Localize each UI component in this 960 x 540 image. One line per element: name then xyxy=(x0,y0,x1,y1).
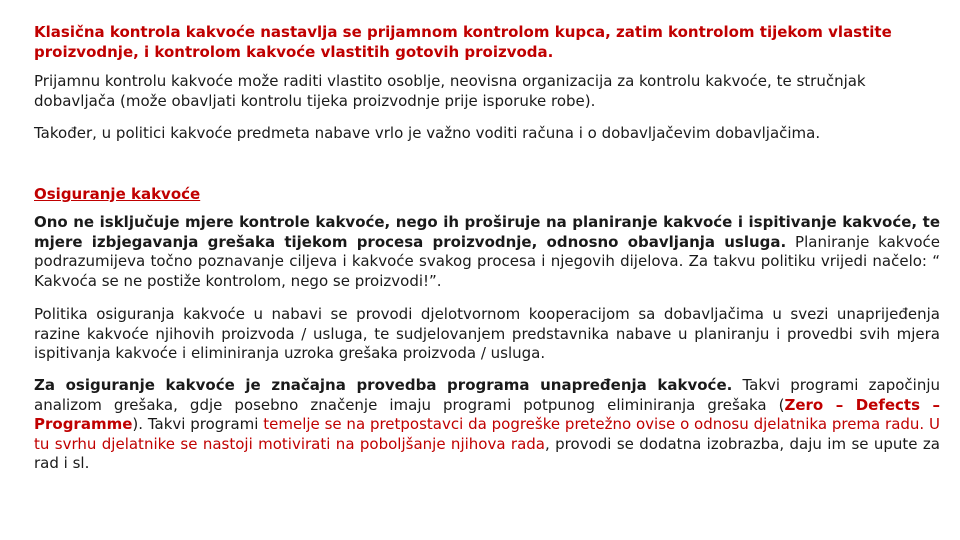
suppliers-text: Također, u politici kakvoće predmeta nabave vrlo je važno voditi računa i o dobavljačevim dobavljačima. xyxy=(34,124,821,142)
paragraph-receiving-control xyxy=(34,72,940,111)
programs-red-text: temelje se na pretpostavci da pogreške pretežno ovise o odnosu djelatnika prema radu. U tu svrhu djelatnike se nastoji motivirati na poboljšanje njihova rada xyxy=(34,415,940,453)
programs-text-2: ). Takvi programi xyxy=(132,415,264,433)
classic-control-text: Klasična kontrola kakvoće nastavlja se prijamnom kontrolom kupca, zatim kontrolom tijekom vlastite proizvodnje, i kontrolom kakvoće vlastitih gotovih proizvoda. xyxy=(34,23,892,61)
paragraph-improvement-programs xyxy=(34,376,940,474)
programs-bold-text: Za osiguranje kakvoće je značajna provedba programa unapređenja kakvoće. xyxy=(34,376,733,394)
heading-text: Osiguranje kakvoće xyxy=(34,185,201,203)
programs-text-1: Takvi programi započinju analizom grešaka, gdje posebno značenje imaju programi potpunog eliminiranja grešaka ( xyxy=(34,376,940,414)
zero-defects-text: Zero – Defects – Programme xyxy=(34,395,941,433)
qa-bold-text: Ono ne isključuje mjere kontrole kakvoće, nego ih proširuje na planiranje kakvoće i ispitivanje kakvoće, te mjere izbjegavanja grešaka tijekom procesa proizvodnje, odnosno obavljanja usluga. xyxy=(34,213,940,251)
paragraph-suppliers-suppliers xyxy=(34,124,940,144)
paragraph-procurement-policy xyxy=(34,305,940,364)
section-heading xyxy=(34,185,940,205)
paragraph-classic-control xyxy=(34,23,940,62)
qa-normal-text: Planiranje kakvoće podrazumijeva točno poznavanje ciljeva i kakvoće svakog procesa i njegovih dijelova. Za takvu politiku vrijedi načelo: “ Kakvoća se ne postiže kontrolom, nego se proizvodi!”. xyxy=(34,232,940,290)
receiving-control-text: Prijamnu kontrolu kakvoće može raditi vlastito osoblje, neovisna organizacija za kontrolu kakvoće, te stručnjak dobavljača (može obavljati kontrolu tijeka proizvodnje prije isporuke robe). xyxy=(34,72,866,110)
programs-text-3: , provodi se dodatna izobrazba, daju im se upute za rad i sl. xyxy=(34,434,940,472)
policy-text: Politika osiguranja kakvoće u nabavi se provodi djelotvornom kooperacijom sa dobavljačima u svezi unaprijeđenja razine kakvoće njihovih proizvoda / usluga, te sudjelovanjem predstavnika nabave u planiranju i provedbi svih mjera ispitivanja kakvoće i eliminiranja uzroka grešaka proizvoda / usluga. xyxy=(34,305,940,362)
paragraph-quality-assurance xyxy=(34,213,940,291)
